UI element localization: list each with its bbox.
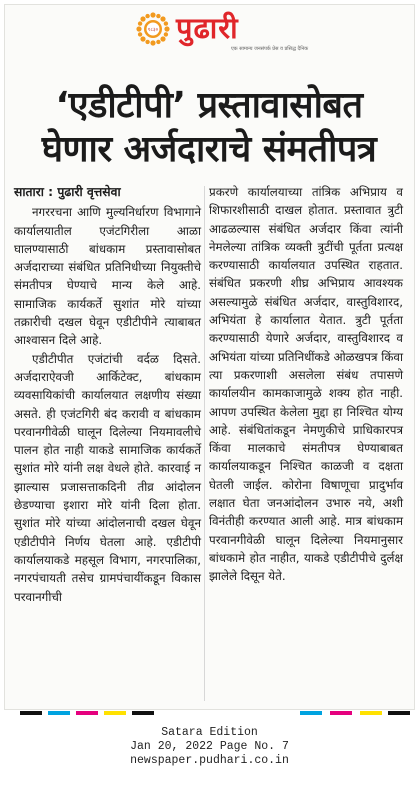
swatch-yellow: [104, 711, 126, 715]
swatch-black-3: [388, 711, 410, 715]
swatch-magenta-2: [330, 711, 352, 715]
swatch-black: [20, 711, 42, 715]
masthead-tagline: एक सामान्य जनसंपर्क प्रेस व प्रसिद्ध दैनिक: [231, 46, 309, 52]
color-registration-bar: [0, 711, 419, 719]
left-paragraph-2: एडीटीपीत एजंटांची वर्दळ दिसते. अर्जदाराऐवजी आर्किटेक्ट, बांधकाम व्यवसायिकांची कार्यालयात लक्षणीय संख्या असते. ही एजंटगिरी बंद करावी व बांधकाम परवानगीवेळी घालून दिलेल्या नियमावलीचे पालन होत नाही याकडे सामाजिक कार्यकर्ते सुशांत मोरे यांनी लक्ष वेधले होते. कारवाई न झाल्यास प्रजासत्ताकदिनी तीव्र आंदोलन छेडण्याचा इशारा मोरे यांनी दिला होता. सुशांत मोरे यांच्या आंदोलनाची दखल घेवून एडीटीपीने निर्णय घेतला आहे. एडीटीपी कार्यालयाकडे महसूल विभाग, नगरपालिका, नगरपंचायती तसेच ग्रामपंचायींकडून विकास परवानगीची: [14, 351, 201, 604]
date-page-label: Jan 20, 2022 Page No. 7: [130, 740, 289, 753]
swatch-magenta: [76, 711, 98, 715]
masthead: [0, 6, 419, 52]
dateline: सातारा : पुढारी वृत्तसेवा: [14, 185, 121, 199]
swatch-black-2: [132, 711, 154, 715]
edition-label: Satara Edition: [161, 726, 258, 739]
swatch-cyan-2: [300, 711, 322, 715]
swatch-yellow-2: [360, 711, 382, 715]
sun-emblem-icon: [136, 12, 170, 46]
site-link[interactable]: newspaper.pudhari.co.in: [130, 754, 289, 767]
column-divider: [204, 186, 205, 701]
right-paragraph-1: प्रकरणे कार्यालयाच्या तांत्रिक अभिप्राय व शिफारशीसाठी दाखल होतात. प्रस्तावात त्रुटी आढळल्यास संबंधित अर्जदार किंवा त्यांनी नेमलेल्या तांत्रिक व्यक्ती त्रुटींची पूर्तता प्रत्यक्ष करण्यासाठी कार्यालयात उपस्थित राहतात. संबंधित प्रकरणी शीघ्र अभिप्राय आवश्यक असल्यामुळे संबंधित अर्जदार, वास्तुविशारद, अभियंता हे कार्यालात येतात. त्रुटी पूर्तता करण्यासाठी येणारे अर्जदार, वास्तुविशारद व अभियंता यांच्या प्रतिनिधींकडे ओळखपत्र किंवा त्या प्रकरणाशी असलेला संबंध तपासणे कार्यालयीन कामकाजामुळे शक्य होत नाही. आपण उपस्थित केलेला मुद्दा हा निश्चित योग्य आहे. संबंधितांकडून नेमणुकीचे प्राधिकारपत्र किंवा मालकाचे संमतीपत्र घेण्याबाबत कार्यालयाकडून निश्चित काळजी व दक्षता घेतली जाईल. कोरोना विषाणूचा प्रादुर्भाव लक्षात घेता जनआंदोलन उभारु नये, अशी विनंतीही करण्यात आली आहे. मात्र बांधकाम परवानगीवेळी घालून दिलेल्या नियमानुसार बांधकामे होत नाहीत, याकडे एडीटीपीचे दुर्लक्ष झालेले दिसून येते.: [209, 185, 403, 584]
headline-line-2: घेणार अर्जदाराचे संमतीपत्र: [41, 129, 377, 170]
pudhari-logo[interactable]: पुढारी: [176, 11, 239, 45]
article-column-right: [209, 183, 403, 586]
article-headline: [14, 84, 404, 172]
left-paragraph-1: नगररचना आणि मुल्यनिर्धारण विभागाने कार्यालयातील एजंटगिरीला आळा घालण्यासाठी बांधकाम प्रस्तावासोबत अर्जदाराच्या संबंधित प्रतिनिधीच्या नियुक्तीचे संमतीपत्र घेण्याचे मान्य केले आहे. सामाजिक कार्यकर्ते सुशांत मोरे यांच्या तक्रारीची दखल घेवून एडीटीपीने त्याबाबत आश्वासन दिले आहे.: [14, 205, 201, 348]
emblem-year: १८३०: [147, 27, 159, 33]
headline-line-1: ‘एडीटीपी’ प्रस्तावासोबत: [55, 85, 363, 126]
swatch-cyan: [48, 711, 70, 715]
article-column-left: [14, 183, 201, 606]
